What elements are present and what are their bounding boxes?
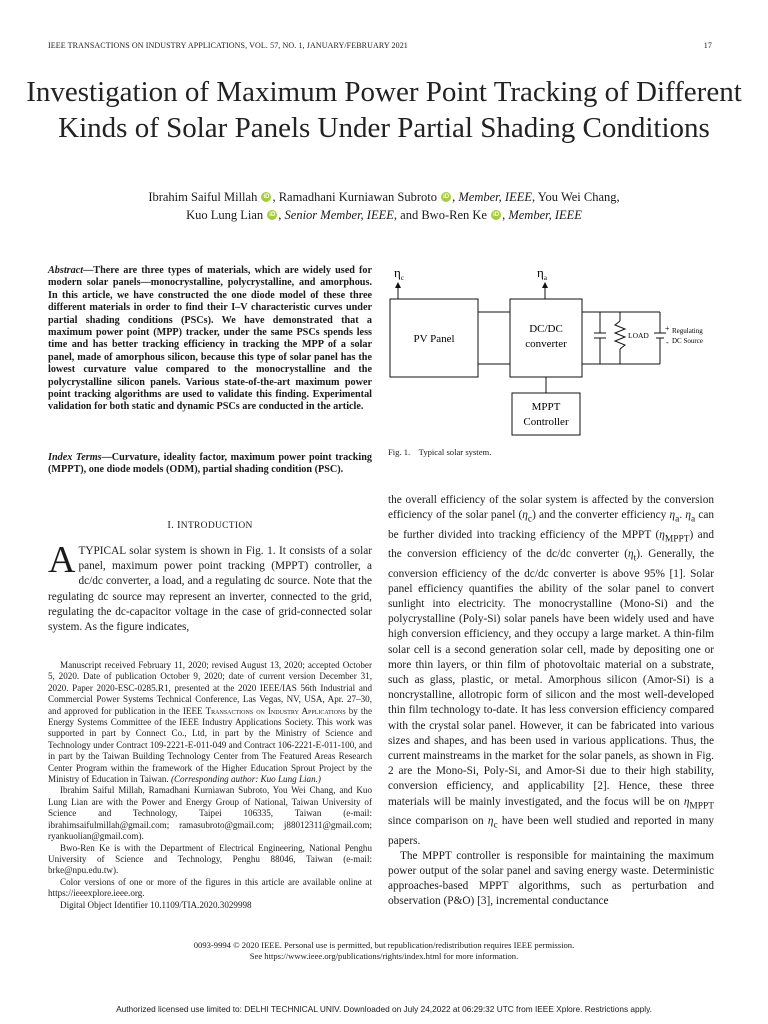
author-name: Kuo Lung Lian xyxy=(186,208,264,222)
section-title-cap: I xyxy=(176,520,181,531)
pv-panel-label: PV Panel xyxy=(413,333,455,345)
mppt-label: MPPT xyxy=(531,401,561,413)
abstract xyxy=(48,265,372,414)
index-terms-label: Index Terms xyxy=(48,452,102,463)
mppt-label: Controller xyxy=(523,416,569,428)
figure-solar-system-diagram xyxy=(388,265,714,440)
page-number: 17 xyxy=(703,41,712,50)
footnote-affiliation: Bwo-Ren Ke is with the Department of Electrical Engineering, National Penghu University of Science and Technology, Penghu 88046, Taiwan (e-mail: brke@npu.edu.tw). xyxy=(48,842,372,876)
authorized-use-notice: Authorized licensed use limited to: DELHI TECHNICAL UNIV. Downloaded on July 24,2022 at 06:29:32 UTC from IEEE Xplore. Restrictions apply. xyxy=(116,1004,652,1014)
index-terms xyxy=(48,452,372,477)
eta-c-label: $\eta_c$ xyxy=(394,265,404,282)
caption-text: Typical solar system. xyxy=(418,447,492,457)
caption-label: Fig. 1. xyxy=(388,447,411,457)
regulating-label: Regulating xyxy=(672,327,703,335)
copyright-line[interactable]: See https://www.ieee.org/publications/rights/index.html for more information. xyxy=(249,951,519,961)
eta-a-label: $\eta_a$ xyxy=(537,265,547,282)
author-conjunction: and xyxy=(400,208,419,222)
author-name: Ramadhani Kurniawan Subroto xyxy=(278,190,438,204)
author-list: Ibrahim Saiful Millah iD , Ramadhani Kurniawan Subroto iD , Member, IEEE, You Wei Chang, Kuo Lung Lian iD , Senior Member, IEEE, and Bwo-Ren Ke iD , Member, IEEE xyxy=(148,190,620,222)
author-name: Bwo-Ren Ke xyxy=(421,208,487,222)
footnote-doi[interactable]: Digital Object Identifier 10.1109/TIA.2020.3029998 xyxy=(60,899,252,910)
footnotes xyxy=(48,660,372,911)
body-text-right xyxy=(388,493,714,910)
author-name: You Wei Chang xyxy=(537,190,617,204)
body-paragraph: the overall efficiency of the solar system is affected by the conversion efficiency of the solar panel $(\eta_c)$ and the converter efficiency $\eta_a$. $\eta_a$ can be further divided into tracking efficiency of the MPPT $(\eta_{MPPT})$ and the conversion efficiency of the dc/dc converter $(\eta_t)$. Generally, the conversion efficiency of the dc/dc converter is above 95% [1]. Solar panel efficiency quantifies the ability of the solar panel to convert sunlight into electricity. The monocrystalline (Mono-Si) and the polycrystalline (Poly-Si) solar panels have been widely used and have high conversion efficiency, and they occupy a large market. A thin-film solar cell is a second generation solar cell, made by depositing one or more thin layers, or thin film of photovoltaic material on a substrate, such as glass, plastic, or metal. Amorphous silicon (Amor-Si) is a noncrystalline, allotropic form of silicon and the most well-developed thin film technology to-date. It has less conversion efficiency compared with the crystal solar panel. However, it can be fabricated into various sizes and shapes, and has been used in various applications. Thus, the current mainstreams in the market for the solar panels, as shown in Fig. 2 are the Mono-Si, Poly-Si, and Amor-Si due to their high stability, conversion efficiency, and applicability [2]. Hence, these three materials will be mainly investigated, and the focus will be on $\eta_{MPPT}$ since comparison on $\eta_c$ have been well studied and reported in many papers. xyxy=(388,494,714,847)
intro-text: TYPICAL solar system is shown in Fig. 1. It consists of a solar panel, maximum power point tracking (MPPT) controller, a dc/dc converter, a load, and a regulating dc source. Note that the regulating dc source may represent an inverter, connected to the grid, regulating the dc-capacitor voltage in the case of grid-connected solar system. As the figure indicates, xyxy=(48,545,372,634)
minus-sign: - xyxy=(666,338,669,347)
load-label: LOAD xyxy=(628,331,649,340)
index-terms-text: —Curvature, ideality factor, maximum power point tracking (MPPT), one diode models (ODM), partial shading condition (PSC). xyxy=(48,452,372,476)
intro-paragraph xyxy=(48,539,372,635)
journal-name: IEEE TRANSACTIONS ON INDUSTRY APPLICATIONS, VOL. 57, NO. 1, JANUARY/FEBRUARY 2021 xyxy=(48,41,408,50)
section-heading xyxy=(48,520,372,531)
drop-cap: A xyxy=(48,539,76,581)
footnote-color: Color versions of one or more of the figures in this article are available online at https://ieeexplore.ieee.org. xyxy=(48,876,372,899)
orcid-icon[interactable]: iD xyxy=(443,194,450,200)
author-role: Member, IEEE xyxy=(458,190,532,204)
section-number: I. xyxy=(167,520,175,531)
abstract-label: Abstract xyxy=(48,265,84,276)
dc-source-label: DC Source xyxy=(672,337,703,345)
footnote-manuscript: Manuscript received February 11, 2020; revised August 13, 2020; accepted October 5, 2020. Date of publication October 9, 2020; date of current version December 31, 2020. Paper 2020-ESC-0285.R1, presented at the 2020 IEEE/IAS 56th Industrial and Commercial Power Systems Technical Conference, Las Vegas, NV, USA, Apr. 27–30, and approved for publication in the IEEE Transactions on Industry Applications by the Energy Systems Committee of the IEEE Industry Applications Society. This work was supported in part by Connect Co., Ltd, in part by the Ministry of Science and Technology under Contract 109-2221-E-011-049 and Contract 106-2221-E-011-100, and in part by the Taiwan Building Technology Center from The Featured Areas Research Center Program within the framework of the Higher Education Sprout Project by the Ministry of Education in Taiwan. (Corresponding author: Kuo Lung Lian.) xyxy=(48,660,372,785)
section-title: NTRODUCTION xyxy=(180,521,253,531)
load-resistor xyxy=(615,321,625,349)
running-header xyxy=(48,41,712,50)
author-role: Member, IEEE xyxy=(508,208,582,222)
dcdc-label: DC/DC xyxy=(529,323,563,335)
dcdc-label: converter xyxy=(525,338,567,350)
mppt-controller-box xyxy=(512,393,580,435)
author-name: Ibrahim Saiful Millah xyxy=(148,190,258,204)
copyright-line: 0093-9994 © 2020 IEEE. Personal use is permitted, but republication/redistribution requires IEEE permission. xyxy=(193,940,575,950)
orcid-icon[interactable]: iD xyxy=(263,194,270,200)
author-role: Senior Member, IEEE xyxy=(284,208,394,222)
abstract-text: —There are three types of materials, which are widely used for modern solar panels—monocrystalline, polycrystalline, and amorphous. In this article, we have constructed the one diode model of these three different materials in order to find their I–V characteristic curves under partial shading conditions (PSCs). We have demonstrated that a maximum power point (MPP) tracker, under the same PSCs spends less time and has better tracking efficiency in tracking the MPP of a solar panel, made of amorphous silicon, because this type of solar panel has the lowest curvature value compared to the monocrystalline and the polycrystalline silicon panels. Various state-of-the-art maximum power point tracking algorithms are used to validate this finding. Experimental validation for both static and dynamic PSCs are conducted in the article. xyxy=(48,265,372,413)
copyright-notice xyxy=(0,940,768,962)
orcid-icon[interactable]: iD xyxy=(269,212,276,218)
footnote-affiliation: Ibrahim Saiful Millah, Ramadhani Kurniawan Subroto, You Wei Chang, and Kuo Lung Lian are with the Power and Energy Group of National, Taiwan University of Science and Technology, Taipei 106335, Taiwan (e-mail: ibrahimsaifulmillah@gmail.com; ramasubroto@gmail.com; j88012311@gmail.com; ryankuolian@gmail.com). xyxy=(48,785,372,842)
paper-title: Investigation of Maximum Power Point Tracking of Different Kinds of Solar Panels Under Partial Shading Conditions xyxy=(26,76,742,144)
body-paragraph: The MPPT controller is responsible for maintaining the maximum power output of the solar panel and saving energy waste. Deterministic approaches-based MPPT algorithms, such as perturbation and observation (P&O) [3], incremental conductance xyxy=(388,849,714,908)
orcid-icon[interactable]: iD xyxy=(493,212,500,218)
figure-caption xyxy=(388,447,714,457)
plus-sign: + xyxy=(665,324,670,333)
